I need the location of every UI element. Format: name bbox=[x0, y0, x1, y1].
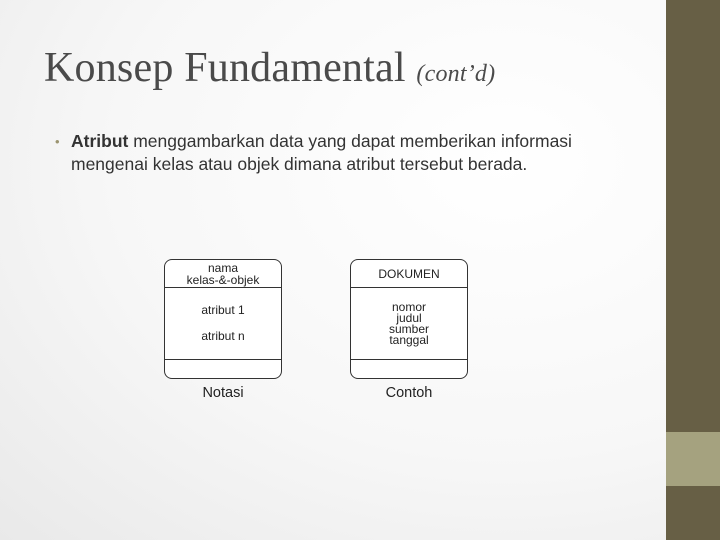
class-box-example bbox=[350, 259, 468, 379]
attribute-item: judul bbox=[396, 310, 422, 325]
attribute-item: atribut 1 bbox=[201, 303, 245, 318]
class-box-header bbox=[165, 260, 281, 288]
diagram-caption: Notasi bbox=[202, 385, 244, 401]
sidebar-band-bottom bbox=[666, 486, 720, 540]
bullet-bold-term: Atribut bbox=[71, 131, 129, 151]
attribute-item: nomor bbox=[391, 299, 426, 314]
sidebar-band-accent bbox=[666, 432, 720, 486]
attribute-item: tanggal bbox=[389, 332, 429, 347]
class-box-notation bbox=[164, 259, 282, 379]
class-name: DOKUMEN bbox=[378, 266, 440, 281]
title-suffix: (cont’d) bbox=[416, 61, 496, 87]
class-name-line1: nama bbox=[207, 260, 239, 275]
notation-diagram bbox=[164, 259, 282, 401]
decorative-sidebar bbox=[666, 0, 720, 540]
bullet-text bbox=[71, 130, 645, 176]
class-box-attributes bbox=[165, 288, 281, 360]
bullet-list bbox=[55, 130, 645, 176]
title-main: Konsep Fundamental bbox=[44, 45, 406, 91]
sidebar-band-top bbox=[666, 0, 720, 432]
class-name-line2: kelas-&-objek bbox=[186, 272, 260, 287]
bullet-icon: • bbox=[55, 134, 60, 149]
diagram-caption: Contoh bbox=[385, 385, 433, 401]
bullet-item bbox=[55, 130, 645, 176]
class-box-attributes bbox=[351, 288, 467, 360]
attribute-item: atribut n bbox=[201, 328, 245, 343]
bullet-body: menggambarkan data yang dapat memberikan informasi mengenai kelas atau objek dimana atribut tersebut berada. bbox=[71, 131, 572, 174]
example-diagram bbox=[350, 259, 468, 401]
attribute-item: sumber bbox=[388, 321, 429, 336]
slide-title bbox=[44, 44, 495, 92]
class-box-header bbox=[351, 260, 467, 288]
